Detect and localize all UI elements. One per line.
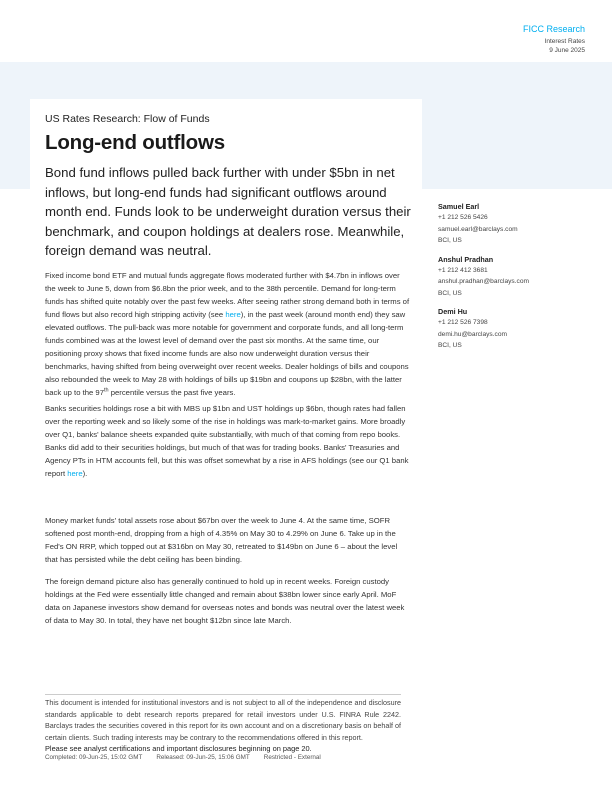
paragraph-4: The foreign demand picture also has generally continued to hold up in recent weeks. Foreign custody holdings at the Fed were essentially little changed and remain about $38bn lower since early April. MoF data on Japanese investors show demand for overseas notes and bonds was neutral over the latest week of data to May 30. In total, they have net bought $12bn since late March. (45, 577, 405, 625)
completed-timestamp: Completed: 09-Jun-25, 15:02 GMT (45, 754, 143, 761)
author-list (438, 201, 588, 359)
paragraph-1: Fixed income bond ETF and mutual funds aggregate flows moderated further with $4.7bn in inflows over the week to June 5, down from $6.8bn the prior week, and to the 38th percentile. Demand for long-term funds has shifted quite notably over the past few weeks. After seeing rather strong demand both in terms of fund flows but also record high stripping activity (see here), in the past week (around month end) they saw elevated outflows. The pull-back was more notable for government and corporate funds, and all long-term funds combined was at the lowest level of demand over the past six months. At the same time, our positioning proxy shows that fixed income funds are also now underweight duration versus their benchmarks, having shifted from being overweight over recent weeks. Dealer holdings of bills and coupons also rebounded the week to May 28 with holdings of bills up $19bn and coupons up $28bn, with the latter back up to the 97th percentile versus the past five years. (45, 271, 410, 397)
author-card (438, 201, 588, 247)
author-email[interactable]: demi.hu@barclays.com (438, 330, 507, 338)
kicker: US Rates Research: Flow of Funds (45, 113, 210, 125)
lead-paragraph: Bond fund inflows pulled back further with under $5bn in net inflows, but long-end funds had significant outflows around month end. Funds look to be underweight duration versus their benchmark, and coupon holdings at dealers rose. Meanwhile, foreign demand was neutral. (45, 165, 411, 258)
paragraph-3: Money market funds' total assets rose about $67bn over the week to June 4. At the same time, SOFR softened post month-end, dropping from a high of 4.35% on May 30 to 4.29% on June 6. Take up in the Fed's ON RRP, which topped out at $316bn on May 30, retreated to $149bn on June 6 – about the level that has persisted while the debt ceiling has been binding. (45, 516, 398, 564)
released-timestamp: Released: 09-Jun-25, 15:06 GMT (156, 754, 250, 761)
restricted-label: Restricted - External (263, 754, 321, 761)
release-info (45, 754, 401, 761)
paragraph-2: Banks securities holdings rose a bit with MBS up $1bn and UST holdings up $6bn, though rates had fallen over the reporting week and so likely some of the rise in holdings was mark-to-market gains. More broadly over Q1, banks' balance sheets expanded quite substantially, with much of that coming from repo books. Banks did add to their securities holdings, but much of that was for trading books. Banks' Treasuries and Agency PTs in HTM accounts fell, but this was offset somewhat by a rise in AFS holdings (see our Q1 bank report here). (45, 404, 409, 478)
author-card (438, 254, 588, 300)
author-email[interactable]: anshul.pradhan@barclays.com (438, 278, 529, 285)
here-link-bank-report[interactable]: here (67, 469, 83, 478)
brand-label: FICC Research (522, 24, 585, 34)
certifications-note: Please see analyst certifications and important disclosures beginning on page 20. (45, 744, 312, 753)
disclaimer-text: This document is intended for institutional investors and is not subject to all of the independence and disclosure standards applicable to debt research reports prepared for retail investors under U.S. FINRA Rule 2242. Barclays trades the securities covered in this report for its own account and on a discretionary basis on behalf of certain clients. Such trading interests may be contrary to the recommendations offered in this report. (45, 698, 401, 742)
author-phone: +1 212 526 7398 (438, 319, 488, 326)
author-card (438, 306, 588, 352)
report-header (523, 24, 585, 54)
page-title: Long-end outflows (45, 131, 225, 154)
author-name: Anshul Pradhan (438, 254, 494, 264)
author-phone: +1 212 526 5426 (438, 214, 488, 221)
author-name: Demi Hu (438, 307, 468, 316)
here-link-stripping[interactable]: here (225, 310, 241, 319)
author-org: BCI, US (438, 237, 462, 244)
section-label: Interest Rates (544, 38, 585, 45)
author-email[interactable]: samuel.earl@barclays.com (438, 225, 518, 233)
report-date: 9 June 2025 (549, 47, 585, 54)
author-name: Samuel Earl (438, 202, 480, 211)
author-org: BCI, US (438, 342, 462, 349)
author-phone: +1 212 412 3681 (438, 266, 488, 274)
footer-disclaimer (45, 694, 401, 761)
author-org: BCI, US (438, 289, 462, 297)
